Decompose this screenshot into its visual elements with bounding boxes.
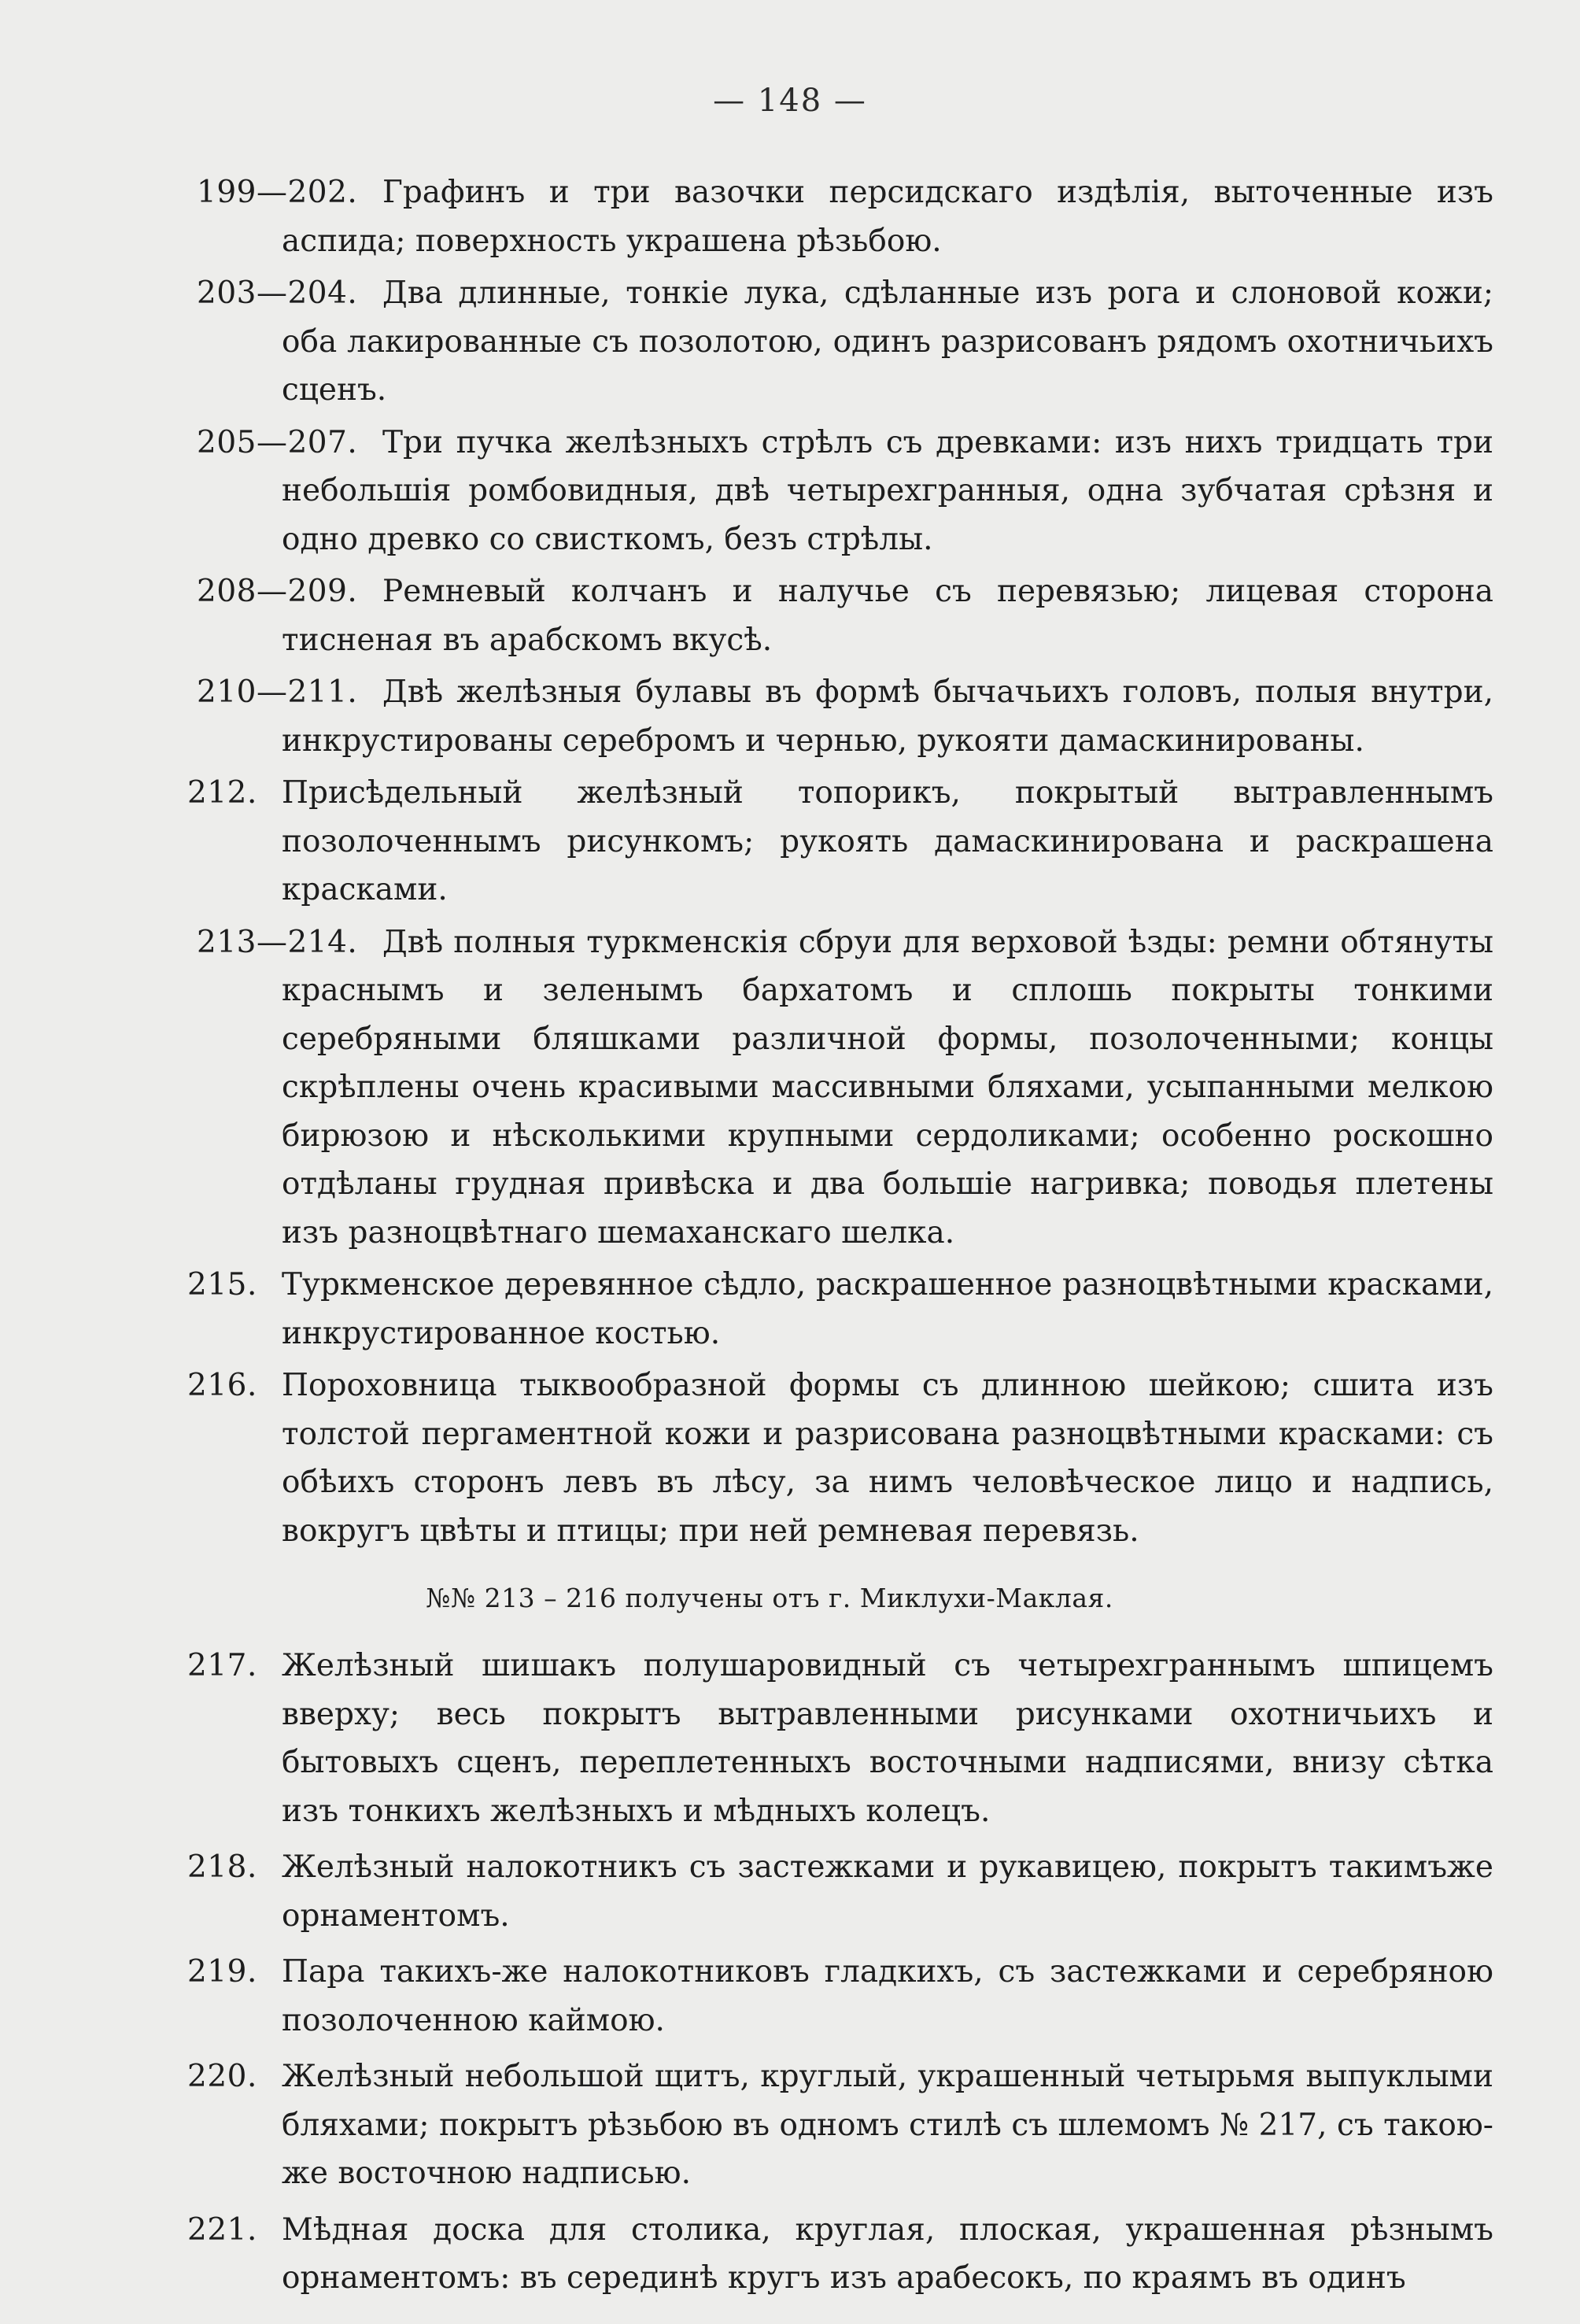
entry-text: Двѣ желѣзныя булавы въ формѣ бычачьихъ головъ, полыя внутри, инкрустированы серебромъ и чернью, рукояти дамаскинированы. [282,674,1493,759]
entry-text: Два длинные, тонкіе лука, сдѣланные изъ рога и слоновой кожи; оба лакированные съ позолотою, одинъ разрисованъ рядомъ охотничьихъ сценъ. [282,275,1493,408]
catalog-entry [187,1362,1493,1555]
page-number: — 148 — [713,83,867,119]
entry-text: Туркменское деревянное сѣдло, раскрашенное разноцвѣтными красками, инкрустированное костью. [282,1267,1493,1351]
entry-number: 210—211. [197,674,358,710]
entry-text: Пара такихъ-же налокотниковъ гладкихъ, съ застежками и серебряною позолоченною каймою. [282,1954,1493,2038]
entry-number: 216. [187,1368,257,1403]
catalog-entry [187,419,1493,564]
entry-number: 219. [187,1954,257,1990]
provenance-note: №№ 213 – 216 получены отъ г. Миклухи-Маклая. [426,1583,1113,1613]
entry-number: 221. [187,2211,257,2248]
entry-text: Желѣзный налокотникъ съ застежками и рукавицею, покрытъ такимъже орнаментомъ. [282,1849,1493,1934]
entry-text: Желѣзный шишакъ полушаровидный съ четырехграннымъ шпицемъ вверху; весь покрытъ вытравленными рисунками охотничьихъ и бытовыхъ сценъ, переплетенныхъ восточными надписями, внизу сѣтка изъ тонкихъ желѣзныхъ и мѣдныхъ колецъ. [282,1648,1493,1829]
entry-number: 217. [187,1648,257,1683]
catalog-entry [187,1843,1493,1940]
entry-text: Двѣ полныя туркменскія сбруи для верховой ѣзды: ремни обтянуты краснымъ и зеленымъ бархатомъ и сплошь покрыты тонкими серебряными бляшками различной формы, позолоченными; концы скрѣплены очень красивыми массивными бляхами, усыпанными мелкою бирюзою и нѣсколькими крупными сердоликами; особенно роскошно отдѣланы грудная привѣска и два большіе нагривка; поводья плетены изъ разноцвѣтнаго шемаханскаго шелка. [282,924,1493,1251]
catalog-entry [187,168,1493,265]
entry-number: 215. [187,1267,257,1302]
entry-number: 203—204. [197,275,358,311]
entry-text: Графинъ и три вазочки персидскаго издѣлія, выточенные изъ аспида; поверхность украшена рѣзьбою. [282,175,1493,259]
entry-text: Желѣзный небольшой щитъ, круглый, украшенный четырьмя выпуклыми бляхами; покрытъ рѣзьбою въ одномъ стилѣ съ шлемомъ № 217, съ такою-же восточною надписью. [282,2059,1493,2191]
entry-number: 218. [187,1849,257,1885]
entry-number: 220. [187,2059,257,2094]
entry-text: Три пучка желѣзныхъ стрѣлъ съ древками: изъ нихъ тридцать три небольшія ромбовидныя, двѣ четырехгранныя, одна зубчатая срѣзня и одно древко со свисткомъ, безъ стрѣлы. [282,424,1493,557]
catalog-entry [187,567,1493,664]
entry-text: Мѣдная доска для столика, круглая, плоская, украшенная рѣзнымъ орнаментомъ: въ серединѣ кругъ изъ арабесокъ, по краямъ въ одинъ [282,2211,1493,2296]
catalog-entry [187,918,1493,1258]
catalog-entry [187,1642,1493,1835]
entry-number: 199—202. [197,175,358,210]
entry-text: Ремневый колчанъ и налучье съ перевязью; лицевая сторона тисненая въ арабскомъ вкусѣ. [282,574,1493,658]
entry-number: 205—207. [197,424,358,460]
catalog-entry [187,2052,1493,2198]
entry-text: Пороховница тыквообразной формы съ длинною шейкою; сшита изъ толстой пергаментной кожи и разрисована разноцвѣтными красками: съ обѣихъ сторонъ левъ въ лѣсу, за нимъ человѣческое лицо и надпись, вокругъ цвѣты и птицы; при ней ремневая перевязь. [282,1368,1493,1549]
catalog-entry [187,2206,1493,2303]
entries-list [187,168,1493,2311]
entry-number: 213—214. [197,924,358,960]
catalog-entry [187,1261,1493,1358]
entry-number: 212. [187,775,257,811]
entry-number: 208—209. [197,574,358,609]
catalog-entry [187,1948,1493,2045]
catalog-entry [187,769,1493,914]
catalog-entry [187,269,1493,415]
catalog-entry [187,668,1493,765]
entry-text: Присѣдельный желѣзный топорикъ, покрытый вытравленнымъ позолоченнымъ рисункомъ; рукоять дамаскинирована и раскрашена красками. [282,775,1493,907]
